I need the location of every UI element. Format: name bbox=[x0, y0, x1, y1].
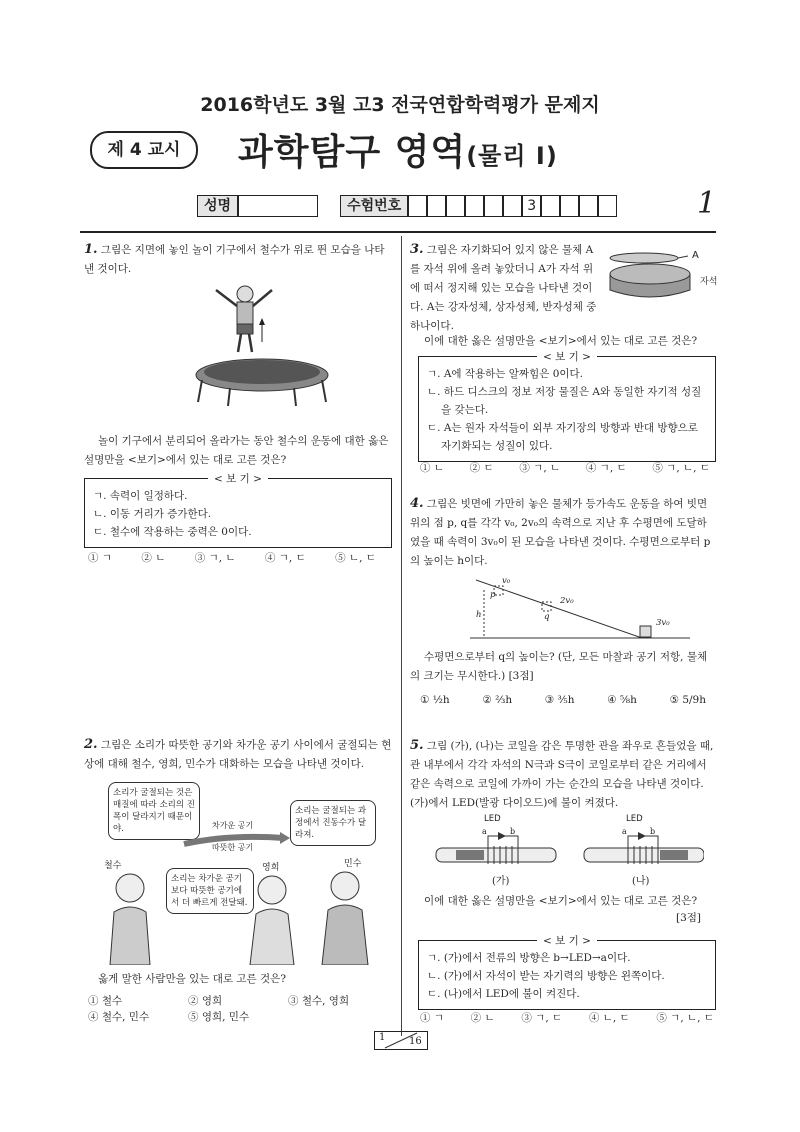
column-divider bbox=[401, 236, 402, 1036]
q3-choice[interactable]: ⑤ ㄱ, ㄴ, ㄷ bbox=[652, 462, 710, 474]
q5-box-item: ㄷ. (나)에서 LED에 불이 켜진다. bbox=[427, 988, 580, 1000]
name-field[interactable] bbox=[238, 195, 318, 217]
label-h: h bbox=[476, 610, 482, 620]
label-v0: v₀ bbox=[502, 576, 511, 586]
led-label: LED bbox=[484, 814, 501, 824]
q4-choices bbox=[420, 694, 706, 706]
students-drawing bbox=[100, 868, 390, 965]
q5-choice[interactable]: ④ ㄴ, ㄷ bbox=[588, 1012, 630, 1024]
q3-choices bbox=[420, 460, 710, 475]
trampoline-figure bbox=[190, 280, 340, 410]
exam-no-digit: 3 bbox=[522, 195, 541, 217]
q3-box-title: < 보 기 > bbox=[537, 351, 597, 363]
q4-choice[interactable]: ③ ⅗h bbox=[544, 694, 575, 706]
q1-box-item: ㄴ. 이동 거리가 증가한다. bbox=[93, 508, 212, 520]
q1-choice[interactable]: ⑤ ㄴ, ㄷ bbox=[335, 552, 376, 564]
q4-choice[interactable]: ① ½h bbox=[420, 694, 450, 706]
footer-page: 1 bbox=[379, 1032, 386, 1043]
q1-box-item: ㄱ. 속력이 일정하다. bbox=[93, 490, 188, 502]
q1-choice[interactable]: ① ㄱ bbox=[88, 552, 112, 564]
exam-no-box[interactable] bbox=[408, 195, 427, 217]
exam-no-box[interactable] bbox=[579, 195, 598, 217]
q2-stem: 그림은 소리가 따뜻한 공기와 차가운 공기 사이에서 굴절되는 현상에 대해 철수, 영희, 민수가 대화하는 모습을 나타낸 것이다. bbox=[84, 739, 392, 770]
caption-ga: (가) bbox=[492, 876, 510, 887]
q2-text bbox=[84, 735, 392, 774]
q4-choice[interactable]: ② ⅔h bbox=[482, 694, 513, 706]
q3-box bbox=[418, 351, 716, 462]
q3-text bbox=[410, 240, 602, 336]
q2-choice[interactable]: ⑤ 영희, 민수 bbox=[188, 1011, 250, 1023]
q5-choices bbox=[420, 1010, 714, 1025]
label-cold-air: 차가운 공기 bbox=[212, 821, 254, 830]
q1-choice[interactable]: ③ ㄱ, ㄴ bbox=[194, 552, 236, 564]
name-minsu: 민수 bbox=[344, 859, 362, 869]
q1-stem: 그림은 지면에 놓인 놀이 기구에서 철수가 위로 뛴 모습을 나타낸 것이다. bbox=[84, 244, 385, 275]
label-2v0: 2v₀ bbox=[560, 596, 574, 606]
exam-no-label: 수험번호 bbox=[340, 195, 408, 217]
exam-title: 2016학년도 3월 고3 전국연합학력평가 문제지 bbox=[200, 94, 600, 116]
label-warm-air: 따뜻한 공기 bbox=[212, 843, 254, 852]
bubble-chulsu: 소리가 굴절되는 것은 매질에 따라 소리의 진폭이 달라지기 때문이야. bbox=[108, 782, 200, 840]
bubble-minsu: 소리는 굴절되는 과정에서 진동수가 달라져. bbox=[290, 800, 376, 846]
q3-choice[interactable]: ④ ㄱ, ㄷ bbox=[585, 462, 627, 474]
subject-main: 과학탐구 영역 bbox=[238, 132, 467, 173]
exam-no-box[interactable] bbox=[484, 195, 503, 217]
label-b: b bbox=[510, 827, 516, 836]
footer-total: 16 bbox=[409, 1036, 422, 1047]
q4-text bbox=[410, 494, 716, 571]
info-bar bbox=[197, 195, 617, 217]
q1-text bbox=[84, 240, 392, 279]
q5-question: 이에 대한 옳은 설명만을 <보기>에서 있는 대로 고른 것은? bbox=[424, 895, 698, 907]
exam-no-box[interactable] bbox=[503, 195, 522, 217]
q5-choice[interactable]: ① ㄱ bbox=[420, 1012, 444, 1024]
q3-stem: 그림은 자기화되어 있지 않은 물체 A를 자석 위에 올려 놓았더니 A가 자석 위에 떠서 정지해 있는 모습을 나타낸 것이다. A는 강자성체, 상자성체, 반자성체 중 하나이다. bbox=[410, 244, 597, 332]
q3-number: 3. bbox=[410, 242, 424, 257]
exam-no-box[interactable] bbox=[541, 195, 560, 217]
exam-no-box[interactable] bbox=[598, 195, 617, 217]
q4-choice[interactable]: ⑤ 5/9h bbox=[669, 694, 706, 706]
header-rule bbox=[80, 231, 716, 233]
q3-question: 이에 대한 옳은 설명만을 <보기>에서 있는 대로 고른 것은? bbox=[424, 335, 698, 347]
name-chulsu: 철수 bbox=[104, 861, 122, 871]
label-3v0: 3v₀ bbox=[656, 618, 670, 628]
q2-choice[interactable]: ① 철수 bbox=[88, 995, 123, 1007]
exam-no-box[interactable] bbox=[560, 195, 579, 217]
q1-choices bbox=[88, 550, 376, 565]
q2-choice[interactable]: ④ 철수, 민수 bbox=[88, 1011, 150, 1023]
name-younghee: 영희 bbox=[262, 863, 280, 873]
q1-box-title: < 보 기 > bbox=[208, 473, 268, 485]
label-p: p bbox=[490, 590, 496, 600]
q5-number: 5. bbox=[410, 738, 424, 753]
q5-box-item: ㄱ. (가)에서 전류의 방향은 b→LED→a이다. bbox=[427, 952, 631, 964]
q4-question: 수평면으로부터 q의 높이는? (단, 모든 마찰과 공기 저항, 물체의 크기는 무시한다.) [3점] bbox=[410, 651, 708, 682]
q5-stem: 그림 (가), (나)는 코일을 감은 투명한 관을 좌우로 흔들었을 때, 관 내부에서 각각 자석의 N극과 S극이 코일로부터 같은 거리에서 같은 속력으로 코일에 가까이 가는 순간의 모습을 나타낸 것이다. (가)에서 LED(발광 다이오드)에 불이 켜졌다. bbox=[410, 740, 714, 809]
q5-choice[interactable]: ⑤ ㄱ, ㄴ, ㄷ bbox=[656, 1012, 714, 1024]
q1-choice[interactable]: ④ ㄱ, ㄷ bbox=[264, 552, 306, 564]
q3-box-item: ㄴ. 하드 디스크의 정보 저장 물질은 A와 동일한 자기적 성질을 갖는다. bbox=[427, 386, 702, 416]
q5-text bbox=[410, 736, 716, 813]
q3-box-item: ㄷ. A는 원자 자석들이 외부 자기장의 방향과 반대 방향으로 자기화되는 성질이 있다. bbox=[427, 422, 698, 452]
q5-choice[interactable]: ② ㄴ bbox=[470, 1012, 495, 1024]
exam-no-box[interactable] bbox=[465, 195, 484, 217]
incline-figure bbox=[470, 578, 690, 640]
q5-box bbox=[418, 935, 716, 1010]
label-q: q bbox=[544, 612, 550, 622]
exam-no-box[interactable] bbox=[446, 195, 465, 217]
q2-choices bbox=[88, 993, 388, 1025]
q5-points: [3점] bbox=[676, 912, 702, 924]
q5-box-title: < 보 기 > bbox=[537, 935, 597, 947]
q1-box bbox=[84, 473, 392, 548]
period-badge: 제 4 교시 bbox=[90, 131, 198, 169]
q3-box-item: ㄱ. A에 작용하는 알짜힘은 0이다. bbox=[427, 368, 584, 380]
q2-choice[interactable]: ③ 철수, 영희 bbox=[288, 995, 350, 1007]
q2-question: 옳게 말한 사람만을 있는 대로 고른 것은? bbox=[98, 973, 286, 985]
subject-title bbox=[238, 124, 558, 175]
q5-box-item: ㄴ. (가)에서 자석이 받는 자기력의 방향은 왼쪽이다. bbox=[427, 970, 665, 982]
coil-figure bbox=[434, 828, 704, 868]
subject-sub: (물리 Ⅰ) bbox=[466, 142, 558, 170]
q2-figure bbox=[100, 780, 390, 965]
page-number: 1 bbox=[697, 186, 717, 221]
caption-na: (나) bbox=[632, 876, 650, 887]
page-footer bbox=[374, 1031, 428, 1050]
label-a: a bbox=[482, 827, 487, 836]
q2-number: 2. bbox=[84, 737, 98, 752]
q1-number: 1. bbox=[84, 242, 98, 257]
q3-choice[interactable]: ① ㄴ bbox=[420, 462, 444, 474]
label-a: A bbox=[692, 250, 699, 261]
sound-wave-arrow bbox=[180, 830, 290, 850]
q5-choice[interactable]: ③ ㄱ, ㄷ bbox=[521, 1012, 563, 1024]
led-label: LED bbox=[626, 814, 643, 824]
q3-choice[interactable]: ② ㄷ bbox=[469, 462, 494, 474]
bubble-younghee: 소리는 차가운 공기보다 따뜻한 공기에서 더 빠르게 전달돼. bbox=[166, 868, 254, 914]
q1-box-item: ㄷ. 철수에 작용하는 중력은 0이다. bbox=[93, 526, 252, 538]
label-a: a bbox=[622, 827, 627, 836]
name-label: 성명 bbox=[197, 195, 238, 217]
q2-choice[interactable]: ② 영희 bbox=[188, 995, 223, 1007]
q1-question: 놀이 기구에서 분리되어 올라가는 동안 철수의 운동에 대한 옳은 설명만을 <보기>에서 있는 대로 고른 것은? bbox=[84, 435, 389, 466]
exam-no-box[interactable] bbox=[427, 195, 446, 217]
q4-choice[interactable]: ④ ⅝h bbox=[607, 694, 637, 706]
q1-choice[interactable]: ② ㄴ bbox=[141, 552, 166, 564]
q4-number: 4. bbox=[410, 496, 424, 511]
label-magnet: 자석 bbox=[700, 277, 718, 287]
q4-stem: 그림은 빗면에 가만히 놓은 물체가 등가속도 운동을 하여 빗면 위의 점 p, q를 각각 v₀, 2v₀의 속력으로 지난 후 수평면에 도달하였을 때 속력이 3v₀이 된 모습을 나타낸 것이다. 수평면으로부터 p의 높이는 h이다. bbox=[410, 498, 711, 567]
label-b: b bbox=[650, 827, 656, 836]
q3-choice[interactable]: ③ ㄱ, ㄴ bbox=[519, 462, 561, 474]
